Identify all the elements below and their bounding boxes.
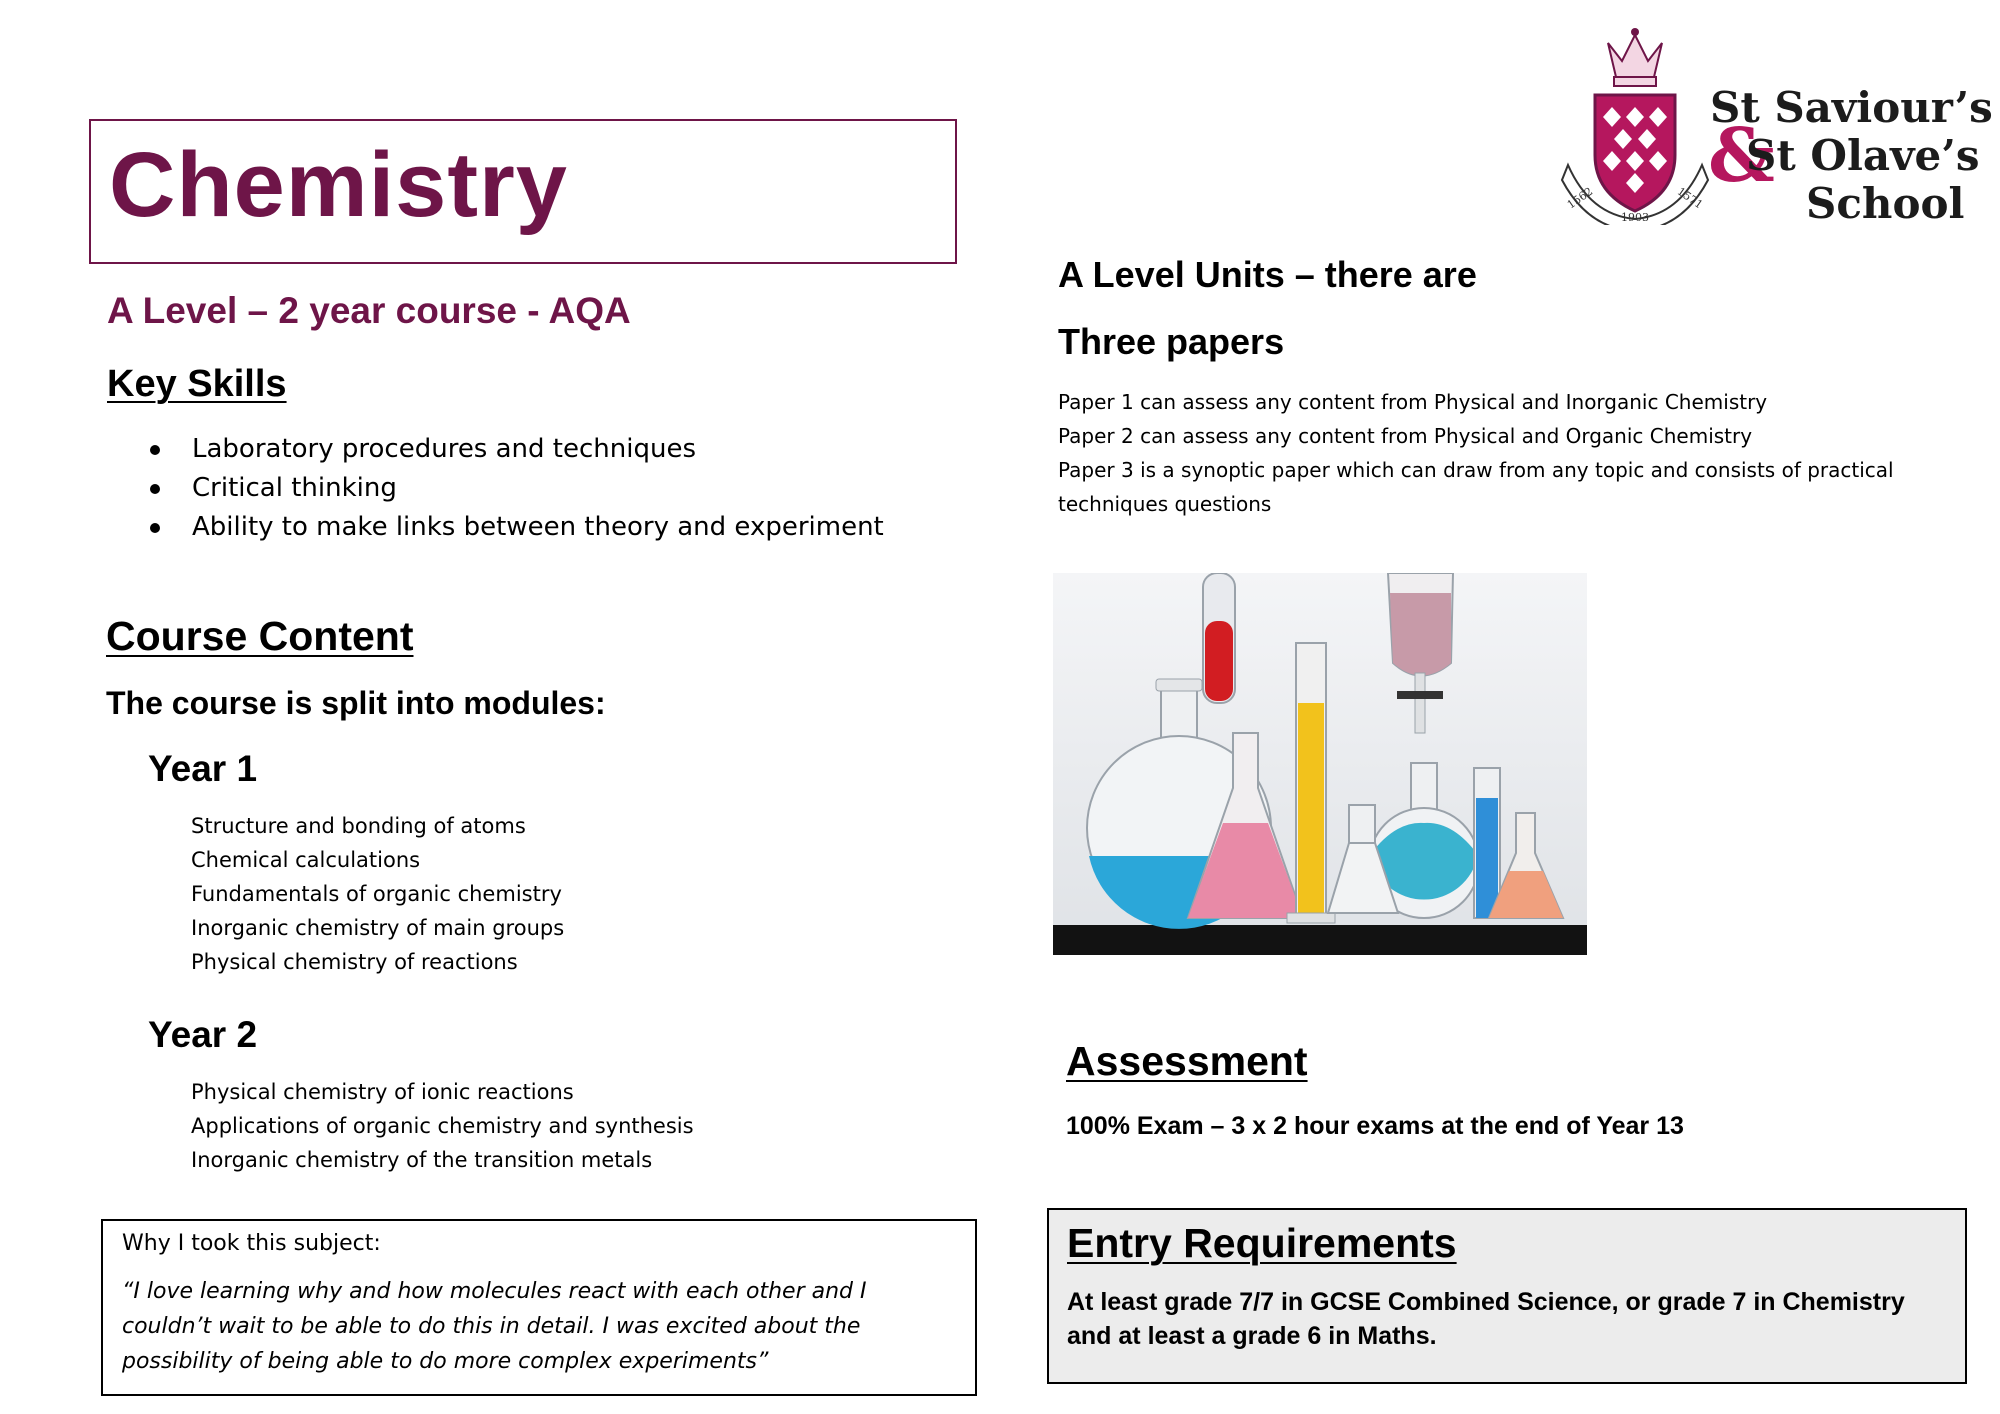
school-name-line2: St Olave’s <box>1746 131 1980 180</box>
year1-module-list <box>191 809 564 979</box>
course-intro: The course is split into modules: <box>106 685 606 721</box>
list-item: Inorganic chemistry of the transition metals <box>191 1148 653 1172</box>
school-name-line3: School <box>1806 179 1965 228</box>
paper-2-text: Paper 2 can assess any content from Physical and Organic Chemistry <box>1058 424 1753 448</box>
key-skills-heading: Key Skills <box>107 363 287 405</box>
year1-heading: Year 1 <box>148 748 258 789</box>
entry-requirements-heading: Entry Requirements <box>1067 1220 1457 1266</box>
entry-requirements-text: At least grade 7/7 in GCSE Combined Science, or grade 7 in Chemistry and at least a grade 6 in Maths. <box>1067 1288 1905 1350</box>
assessment-text: 100% Exam – 3 x 2 hour exams at the end of Year 13 <box>1066 1112 1684 1140</box>
list-item: Applications of organic chemistry and synthesis <box>191 1114 694 1138</box>
list-item: Ability to make links between theory and experiment <box>148 508 884 547</box>
assessment-heading: Assessment <box>1066 1038 1308 1084</box>
ribbon-year-label: 1571 <box>1674 184 1706 212</box>
course-content-heading: Course Content <box>106 613 414 659</box>
list-item: Physical chemistry of reactions <box>191 950 518 974</box>
ampersand-icon: & <box>1708 113 1775 199</box>
list-item: Inorganic chemistry of main groups <box>191 916 565 940</box>
list-item: Laboratory procedures and techniques <box>148 430 884 469</box>
papers-list <box>1058 385 1908 521</box>
entry-requirements-box <box>1047 1208 1967 1384</box>
list-item: Physical chemistry of ionic reactions <box>191 1080 574 1104</box>
list-item: Critical thinking <box>148 469 884 508</box>
year2-module-list <box>191 1075 694 1177</box>
units-subheading: Three papers <box>1058 321 1285 362</box>
units-heading: A Level Units – there are <box>1058 254 1477 295</box>
key-skills-list <box>148 430 884 547</box>
page-title: Chemistry <box>109 134 568 236</box>
list-item: Structure and bonding of atoms <box>191 814 526 838</box>
title-box <box>89 119 957 264</box>
paper-1-text: Paper 1 can assess any content from Physical and Inorganic Chemistry <box>1058 390 1768 414</box>
lab-glassware-image <box>1053 573 1587 955</box>
school-name-line1: St Saviour’s <box>1710 83 1993 132</box>
quote-label: Why I took this subject: <box>122 1231 381 1256</box>
course-subtitle: A Level – 2 year course - AQA <box>107 290 631 331</box>
list-item: Chemical calculations <box>191 848 421 872</box>
quote-text: “I love learning why and how molecules react with each other and I couldn’t wait to be able to do this in detail. I was excited about the possibility of being able to do more complex experiments” <box>122 1279 867 1374</box>
crest-icon <box>1560 15 1710 225</box>
year2-heading: Year 2 <box>148 1014 258 1055</box>
ribbon-year-label: 1562 <box>1564 184 1596 212</box>
list-item: Fundamentals of organic chemistry <box>191 882 562 906</box>
student-quote-box <box>101 1219 977 1396</box>
ribbon-year-label: 1903 <box>1621 211 1649 224</box>
school-logo <box>1560 15 1993 228</box>
paper-3-text: Paper 3 is a synoptic paper which can draw from any topic and consists of practical techniques questions <box>1058 458 1894 516</box>
